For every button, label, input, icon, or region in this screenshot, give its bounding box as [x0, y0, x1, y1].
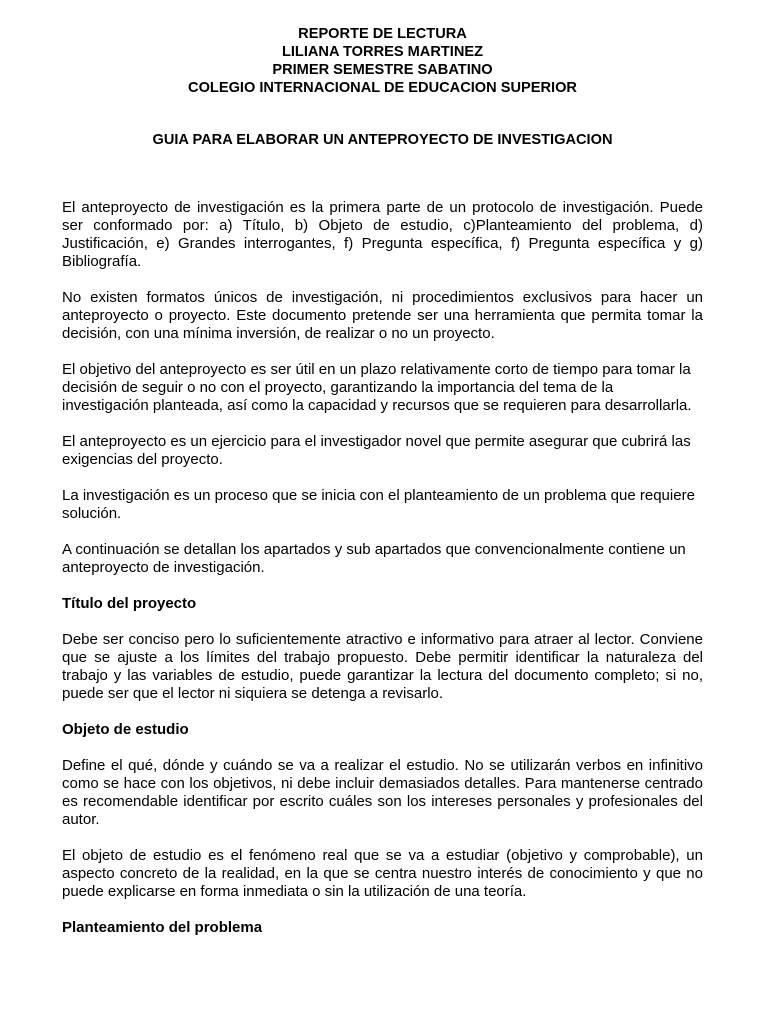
paragraph-objective: El objetivo del anteproyecto es ser útil en un plazo relativamente corto de tiempo para tomar la decisión de seguir o no con el proyecto, garantizando la importancia del tema de la investigación planteada, así como la capacidad y recursos que se requieren para desarrollarla.	[62, 361, 692, 414]
section-heading-objeto: Objeto de estudio	[62, 721, 189, 738]
section-text-titulo: Debe ser conciso pero lo suficientemente atractivo e informativo para atraer al lector. Conviene que se ajuste a los límites del trabajo propuesto. Debe permitir identificar la naturaleza del trabajo y las variables de estudio, puede garantizar la lectura del documento completo; si no, puede ser que el lector ni siquiera se detenga a revisarlo.	[62, 631, 703, 702]
report-type: REPORTE DE LECTURA	[298, 26, 467, 42]
section-heading-titulo: Título del proyecto	[62, 595, 197, 612]
author-name: LILIANA TORRES MARTINEZ	[281, 44, 484, 60]
document-title: GUIA PARA ELABORAR UN ANTEPROYECTO DE INVESTIGACION	[152, 132, 613, 148]
section-heading-planteamiento: Planteamiento del problema	[62, 919, 263, 936]
semester-label: PRIMER SEMESTRE SABATINO	[272, 62, 493, 78]
report-header	[62, 25, 703, 97]
institution-name: COLEGIO INTERNACIONAL DE EDUCACION SUPERIOR	[188, 80, 577, 96]
paragraph-sections-intro: A continuación se detallan los apartados y sub apartados que convencionalmente contiene un anteproyecto de investigación.	[62, 541, 686, 576]
paragraph-process: La investigación es un proceso que se inicia con el planteamiento de un problema que requiere solución.	[62, 487, 695, 522]
paragraph-intro: El anteproyecto de investigación es la primera parte de un protocolo de investigación. Puede ser conformado por: a) Título, b) Objeto de estudio, c)Planteamiento del problema, d) Justificación, e) Grandes interrogantes, f) Pregunta específica, f) Pregunta específica y g) Bibliografía.	[62, 199, 703, 270]
paragraph-formats: No existen formatos únicos de investigación, ni procedimientos exclusivos para hacer un anteproyecto o proyecto. Este documento pretende ser una herramienta que permita tomar la decisión, con una mínima inversión, de realizar o no un proyecto.	[62, 289, 703, 342]
document-body	[62, 199, 703, 937]
section-text-objeto-2: El objeto de estudio es el fenómeno real que se va a estudiar (objetivo y comprobable), un aspecto concreto de la realidad, en la que se centra nuestro interés de conocimiento y que no puede explicarse en forma inmediata o sin la utilización de una teoría.	[62, 847, 703, 900]
paragraph-exercise: El anteproyecto es un ejercicio para el investigador novel que permite asegurar que cubrirá las exigencias del proyecto.	[62, 433, 691, 468]
document-page	[62, 25, 703, 955]
section-text-objeto-1: Define el qué, dónde y cuándo se va a realizar el estudio. No se utilizarán verbos en infinitivo como se hace con los objetivos, ni debe incluir demasiados detalles. Para mantenerse centrado es recomendable identificar por escrito cuáles son los intereses personales y profesionales del autor.	[62, 757, 703, 828]
